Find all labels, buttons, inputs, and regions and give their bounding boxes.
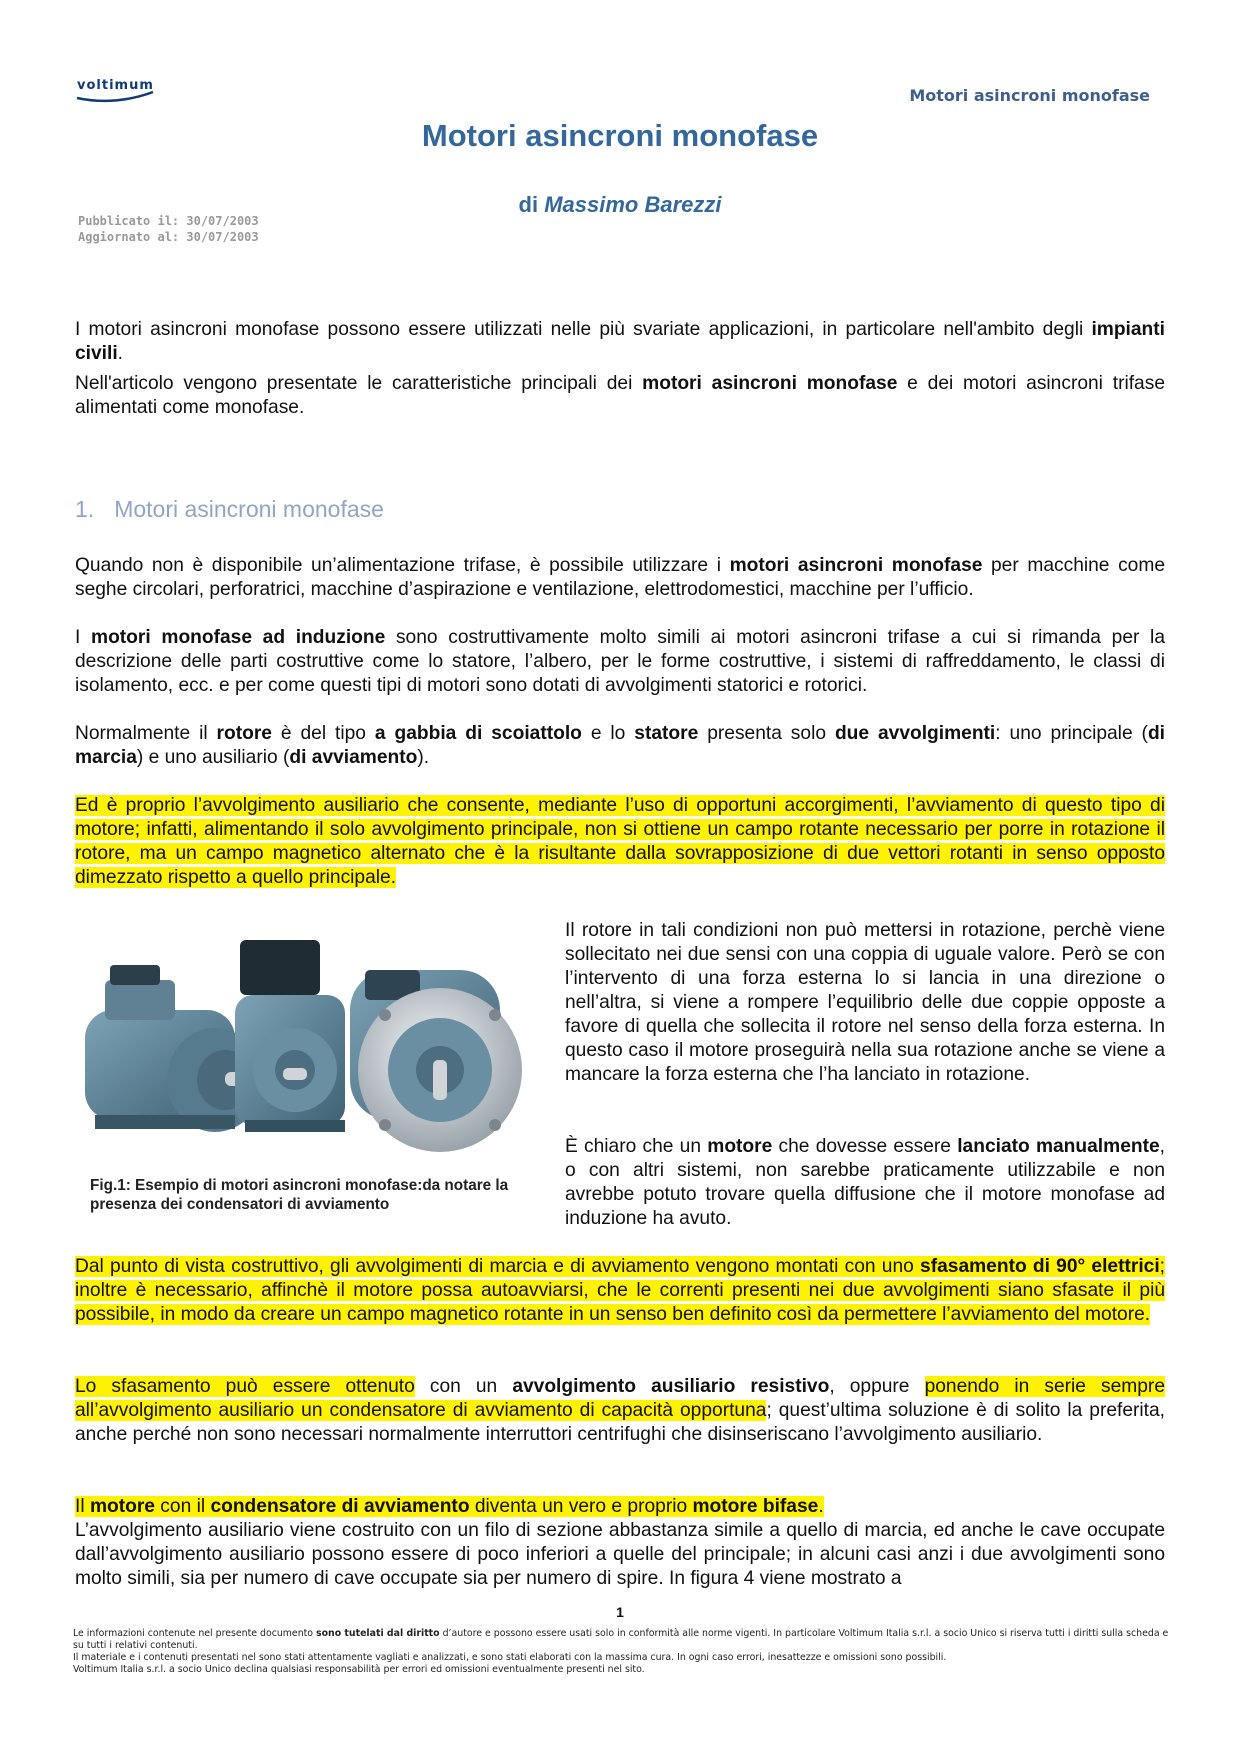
text-run: Nell'articolo vengono presentate le caratteristiche principali dei (75, 373, 643, 394)
text-run: ) e uno ausiliario ( (136, 747, 290, 768)
highlighted-text-bold: condensatore di avviamento (210, 1496, 470, 1517)
text-run: : uno principale ( (995, 723, 1148, 744)
body-paragraph-6 (75, 1375, 1165, 1447)
header-topic: Motori asincroni monofase (909, 86, 1150, 105)
body-paragraph-3 (75, 722, 1165, 770)
logo-swoosh-icon (75, 90, 155, 104)
text-run-bold: motori asincroni monofase (642, 373, 898, 394)
text-run: presenta solo (698, 723, 835, 744)
highlighted-text: Ed è proprio l’avvolgimento ausiliario che consente, mediante l’uso di opportuni accorgimenti, l’avviamento di questo tipo di motore; infatti, alimentando il solo avvolgimento principale, non si ottiene un campo rotante necessario per porre in rotazione il rotore, ma un campo magnetico alternato che è la risultante dalla sovrapposizione di due vettori rotanti in senso opposto dimezzato rispetto a quello principale. (75, 795, 1165, 888)
highlighted-text: diventa un vero e proprio (469, 1496, 693, 1517)
text-run-bold: di avviamento (289, 747, 418, 768)
author-name: Massimo Barezzi (544, 192, 722, 217)
side-paragraph-1: Il rotore in tali condizioni non può mettersi in rotazione, perchè viene sollecitato nei due sensi con una coppia di uguale valore. Però se con l’intervento di una forza esterna lo si lancia in una direzione o nell’altra, si viene a rompere l’equilibrio delle due coppie opposte a favore di quella che sollecita il rotore nel senso della forza esterna. In questo caso il motore proseguirà nella sua rotazione anche se viene a mancare la forza esterna che l’ha lanciato in rotazione. (565, 920, 1165, 1085)
section-number: 1. (75, 496, 95, 522)
text-run: Le informazioni contenute nel presente documento (73, 1628, 317, 1639)
motor-right (350, 970, 522, 1152)
text-run: È chiaro che un (565, 1136, 708, 1157)
body-paragraph-1 (75, 554, 1165, 602)
highlighted-text-bold: sfasamento di 90° elettrici (920, 1256, 1160, 1277)
disclaimer-line-3: Voltimum Italia s.r.l. a socio Unico declina qualsiasi responsabilità per errori ed omissioni eventualmente presenti nel sito. (73, 1664, 645, 1675)
highlighted-text-bold: motore (89, 1496, 155, 1517)
motor-illustration (75, 920, 535, 1170)
highlighted-text: ponendo in serie sempre all’avvolgimento ausiliario un condensatore di avviamento di capacità opportuna (75, 1376, 1165, 1421)
voltimum-logo (75, 78, 155, 104)
text-run: . (117, 343, 124, 364)
text-run-bold: lanciato manualmente (957, 1136, 1160, 1157)
section-title: Motori asincroni monofase (114, 496, 384, 522)
text-run-bold: impianti civili (75, 319, 1165, 364)
text-run: per macchine come seghe circolari, perforatrici, macchine d’aspirazione e ventilazione, elettrodomestici, macchine per l’ufficio. (75, 555, 1165, 600)
highlighted-text: con il (154, 1496, 211, 1517)
body-paragraph-8: L’avvolgimento ausiliario viene costruito con un filo di sezione abbastanza simile a quello di marcia, ed anche le cave occupate dall’avvolgimento ausiliario possono essere di poco inferiori a quelle del principale; in alcuni casi anzi i due avvolgimenti sono molto simili, sia per numero di cave occupate sia per numero di spire. In figura 4 viene mostrato a (75, 1520, 1165, 1589)
motor-middle (235, 940, 345, 1132)
side-paragraph-2 (565, 1135, 1165, 1231)
disclaimer-line-1 (73, 1628, 1173, 1652)
text-run: e dei motori asincroni trifase alimentati come monofase. (75, 373, 1165, 418)
intro-paragraph-1 (75, 318, 1165, 366)
text-run: e lo (581, 723, 635, 744)
text-run: con un (414, 1376, 513, 1397)
body-paragraph-2 (75, 626, 1165, 698)
text-run-bold: motori asincroni monofase (729, 555, 983, 576)
figure-motors-image (75, 920, 535, 1170)
text-run-bold: motore (707, 1136, 773, 1157)
text-run: I (75, 627, 92, 648)
text-run-bold: avvolgimento ausiliario resistivo (512, 1376, 830, 1397)
author-prefix: di (518, 192, 545, 217)
text-run-bold: rotore (216, 723, 272, 744)
text-run: ; quest’ultima soluzione è di solito la preferita, anche perché non sono necessari normalmente interruttori centrifughi che disinseriscano l’avvolgimento ausiliario. (75, 1400, 1166, 1445)
text-run: che dovesse essere (772, 1136, 958, 1157)
text-run: I motori asincroni monofase possono essere utilizzati nelle più svariate applicazioni, in particolare nell'ambito degli (75, 319, 1092, 340)
highlighted-text: Dal punto di vista costruttivo, gli avvolgimenti di marcia e di avviamento vengono montati con uno (75, 1256, 921, 1277)
text-run: Quando non è disponibile un’alimentazione trifase, è possibile utilizzare i (75, 555, 730, 576)
updated-date: Aggiornato al: 30/07/2003 (78, 230, 259, 244)
body-paragraph-5-highlighted (75, 1255, 1165, 1327)
highlighted-text: Il (75, 1496, 90, 1517)
text-run-bold: motori monofase ad induzione (91, 627, 386, 648)
text-run-bold: statore (634, 723, 699, 744)
text-run: ). (417, 747, 430, 768)
published-date: Pubblicato il: 30/07/2003 (78, 214, 259, 228)
text-run: , oppure (829, 1376, 925, 1397)
section-heading (75, 496, 384, 523)
highlighted-text: . (818, 1496, 824, 1517)
text-run: Normalmente il (75, 723, 217, 744)
highlighted-text: Lo sfasamento può essere ottenuto (75, 1376, 415, 1397)
logo-text: voltimum (77, 78, 154, 93)
highlighted-text-bold: motore bifase (692, 1496, 819, 1517)
body-paragraph-7 (75, 1495, 1165, 1519)
footer-disclaimer (73, 1628, 1173, 1676)
body-paragraph-4-highlighted (75, 794, 1165, 890)
text-run: è del tipo (271, 723, 375, 744)
disclaimer-line-2: Il materiale e i contenuti presentati nel sono stati attentamente vagliati e analizzati, e sono stati elaborati con la massima cura. In ogni caso errori, inesattezze e omissioni sono possibili. (73, 1652, 947, 1663)
page-number: 1 (616, 1604, 624, 1620)
highlighted-text: ; inoltre è necessario, affinchè il motore possa autoavviarsi, che le correnti presenti nei due avvolgimenti siano sfasate il più possibile, in modo da creare un campo magnetico rotante in un senso ben definito così da permettere l’avviamento del motore. (75, 1256, 1166, 1325)
text-run-bold: due avvolgimenti (834, 723, 996, 744)
text-run: sono costruttivamente molto simili ai motori asincroni trifase a cui si rimanda per la descrizione delle parti costruttive come lo statore, l’albero, per le forme costruttive, i sistemi di raffreddamento, le classi di isolamento, ecc. e per come questi tipi di motori sono dotati di avvolgimenti statorici e rotorici. (75, 627, 1165, 696)
text-run: d’autore e possono essere usati solo in conformità alle norme vigenti. In particolare Voltimum Italia s.r.l. a socio Unico si riserva tutti i diritti sulla scheda e su tutti i relativi contenuti. (73, 1628, 1169, 1651)
document-title: Motori asincroni monofase (421, 118, 819, 153)
text-run-bold: a gabbia di scoiattolo (374, 723, 582, 744)
text-run-bold: di marcia (75, 723, 1165, 768)
figure-caption: Fig.1: Esempio di motori asincroni monofase:da notare la presenza dei condensatori di avviamento (90, 1177, 509, 1213)
text-run-bold: sono tutelati dal diritto (316, 1628, 440, 1639)
text-run: , o con altri sistemi, non sarebbe praticamente utilizzabile e non avrebbe potuto trovare quella diffusione che il motore monofase ad induzione ha avuto. (565, 1136, 1165, 1229)
intro-paragraph-2 (75, 372, 1165, 420)
